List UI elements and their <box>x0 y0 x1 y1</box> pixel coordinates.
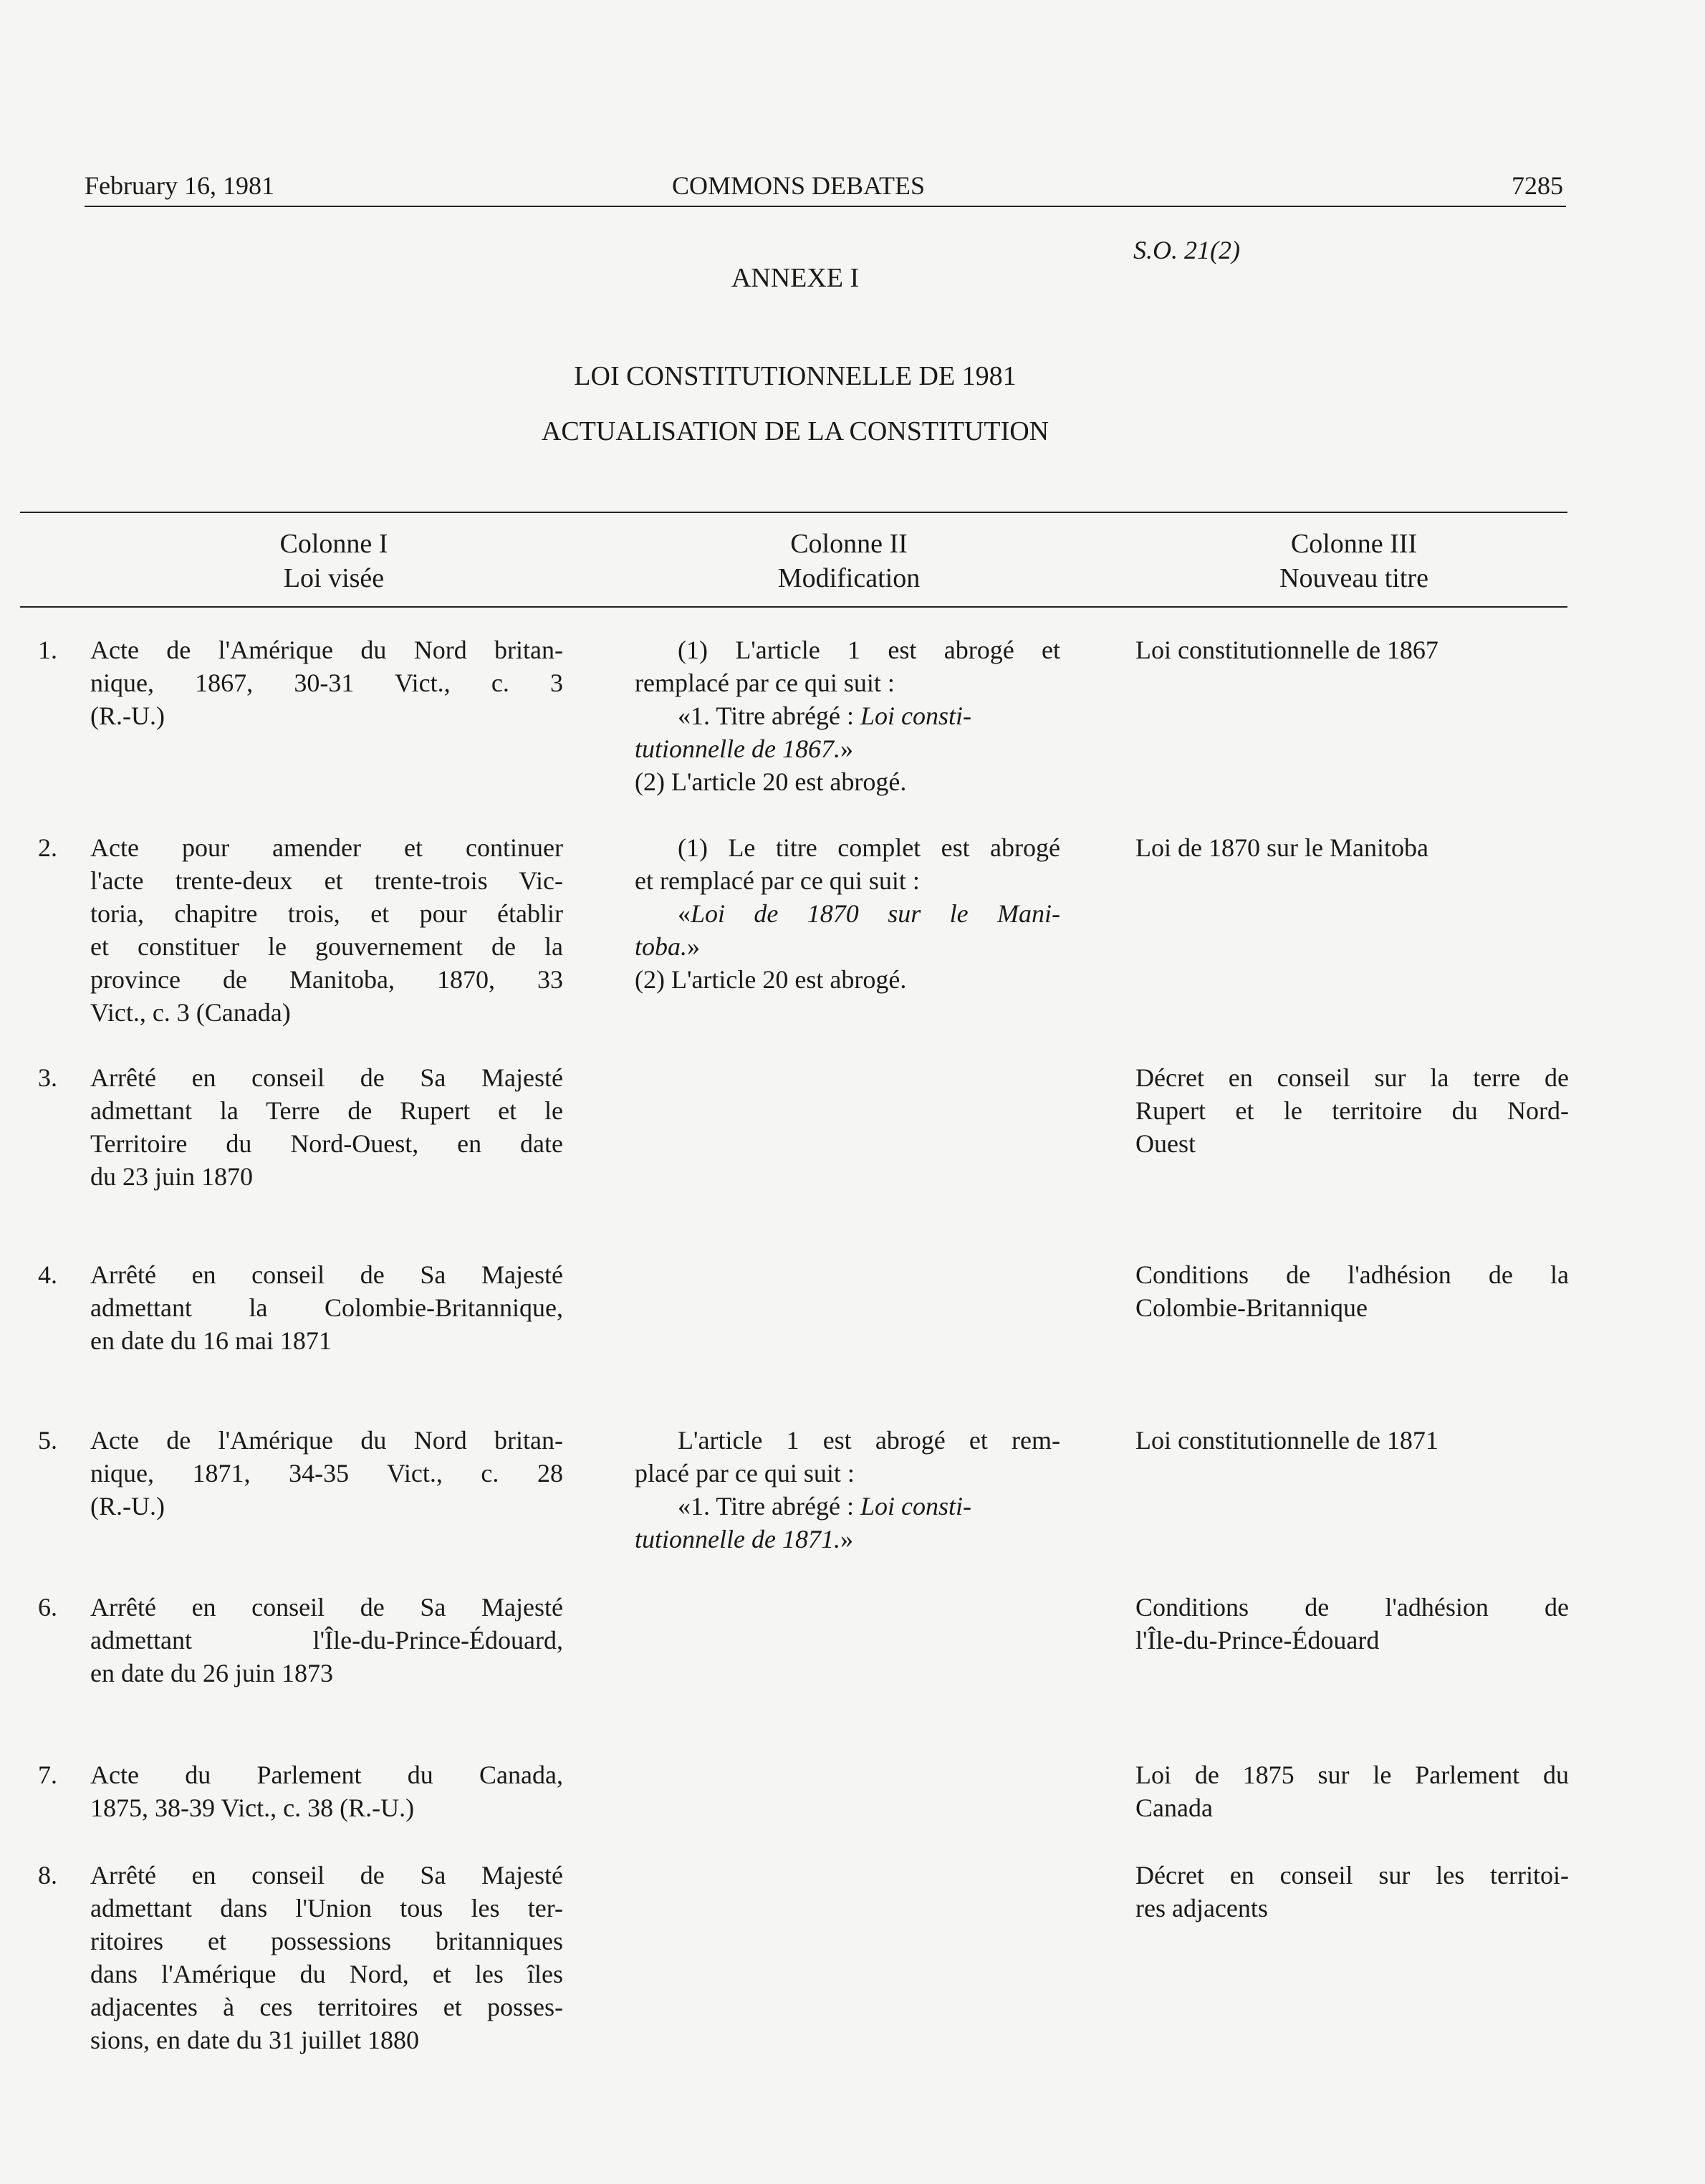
header-publication: COMMONS DEBATES <box>672 171 926 200</box>
new-title-cell <box>1135 1591 1569 1657</box>
law-line: en date du 26 juin 1873 <box>90 1659 333 1687</box>
new-title-cell <box>1135 1859 1569 1925</box>
new-title-line: l'Île-du-Prince-Édouard <box>1135 1626 1380 1654</box>
law-cell <box>90 1859 563 2056</box>
modification-cell <box>635 831 1060 996</box>
mod-line: (1) L'article 1 est abrogé et <box>678 636 1060 664</box>
law-cell <box>90 1758 563 1824</box>
law-line: nique, 1871, 34-35 Vict., c. 28 <box>90 1459 563 1488</box>
law-line: Arrêté en conseil de Sa Majesté <box>90 1063 563 1092</box>
quote-text: «1. Titre abrégé : <box>678 701 860 730</box>
law-line: Arrêté en conseil de Sa Majesté <box>90 1861 563 1890</box>
law-subtitle: ACTUALISATION DE LA CONSTITUTION <box>541 416 1050 446</box>
mod-quote-line <box>635 930 1060 963</box>
column-2-title: Colonne II <box>790 529 908 559</box>
table-top-rule <box>20 512 1567 513</box>
law-line: ritoires et possessions britanniques <box>90 1927 563 1955</box>
new-title-cell <box>1135 633 1569 666</box>
quote-italic: tutionnelle de 1871. <box>635 1525 840 1553</box>
law-line: (R.-U.) <box>90 701 165 730</box>
mod-line: (1) Le titre complet est abrogé <box>678 833 1060 862</box>
law-title: LOI CONSTITUTIONNELLE DE 1981 <box>574 361 1017 391</box>
new-title-cell <box>1135 1061 1569 1160</box>
mod-quote-line <box>635 699 1060 732</box>
law-line: du 23 juin 1870 <box>90 1162 254 1191</box>
column-header-2 <box>684 527 1014 595</box>
row-number: 2. <box>38 833 57 862</box>
law-line: admettant la Colombie-Britannique, <box>90 1293 563 1322</box>
row-number: 3. <box>38 1063 57 1092</box>
mod-quote-line <box>635 897 1060 930</box>
law-line: toria, chapitre trois, et pour établir <box>90 899 563 928</box>
law-line: Arrêté en conseil de Sa Majesté <box>90 1593 563 1622</box>
new-title-line: Décret en conseil sur les territoi- <box>1135 1861 1569 1890</box>
mod-line: (2) L'article 20 est abrogé. <box>635 767 907 796</box>
law-cell <box>90 1258 563 1357</box>
law-line: province de Manitoba, 1870, 33 <box>90 965 563 994</box>
row-number: 7. <box>38 1761 57 1789</box>
law-cell <box>90 1424 563 1523</box>
law-line: l'acte trente-deux et trente-trois Vic- <box>90 866 563 895</box>
law-cell <box>90 633 563 732</box>
new-title-line: res adjacents <box>1135 1894 1268 1922</box>
new-title-line: Loi constitutionnelle de 1867 <box>1135 636 1439 664</box>
mod-line: placé par ce qui suit : <box>635 1459 855 1488</box>
quote-text: » <box>687 932 701 961</box>
law-line: Acte du Parlement du Canada, <box>90 1761 563 1789</box>
row-number: 6. <box>38 1593 57 1622</box>
law-line: Acte pour amender et continuer <box>90 833 563 862</box>
annex-title: ANNEXE I <box>731 263 860 293</box>
header-page-number: 7285 <box>1512 171 1563 200</box>
mod-line: L'article 1 est abrogé et rem- <box>678 1426 1060 1455</box>
new-title-line: Loi de 1875 sur le Parlement du <box>1135 1761 1569 1789</box>
mod-line: remplacé par ce qui suit : <box>635 669 895 697</box>
law-line: et constituer le gouvernement de la <box>90 932 563 961</box>
new-title-line: Loi de 1870 sur le Manitoba <box>1135 833 1428 862</box>
mod-line: et remplacé par ce qui suit : <box>635 866 920 895</box>
law-line: (R.-U.) <box>90 1492 165 1520</box>
quote-text: « <box>678 899 691 928</box>
law-cell <box>90 1061 563 1193</box>
new-title-cell <box>1135 831 1569 864</box>
row-number: 1. <box>38 636 57 664</box>
law-line: dans l'Amérique du Nord, et les îles <box>90 1960 563 1988</box>
column-1-subtitle: Loi visée <box>283 563 385 593</box>
new-title-line: Conditions de l'adhésion de la <box>1135 1260 1569 1289</box>
new-title-line: Loi constitutionnelle de 1871 <box>1135 1426 1439 1455</box>
law-line: Territoire du Nord-Ouest, en date <box>90 1129 563 1158</box>
column-header-1 <box>169 527 499 595</box>
law-line: adjacentes à ces territoires et posses- <box>90 1993 563 2021</box>
law-line: admettant dans l'Union tous les ter- <box>90 1894 563 1922</box>
law-line: admettant l'Île-du-Prince-Édouard, <box>90 1626 563 1654</box>
quote-italic: Loi de 1870 sur le Mani- <box>691 899 1060 928</box>
law-line: Vict., c. 3 (Canada) <box>90 998 291 1027</box>
standing-order: S.O. 21(2) <box>1133 236 1240 264</box>
row-number: 4. <box>38 1260 57 1289</box>
column-1-title: Colonne I <box>279 529 388 559</box>
quote-text: » <box>840 1525 853 1553</box>
law-line: en date du 16 mai 1871 <box>90 1326 332 1355</box>
modification-cell <box>635 1424 1060 1556</box>
quote-text: «1. Titre abrégé : <box>678 1492 860 1520</box>
law-line: nique, 1867, 30-31 Vict., c. 3 <box>90 669 563 697</box>
law-line: sions, en date du 31 juillet 1880 <box>90 2026 419 2054</box>
law-line: Acte de l'Amérique du Nord britan- <box>90 636 563 664</box>
row-number: 8. <box>38 1861 57 1890</box>
modification-cell <box>635 633 1060 798</box>
column-2-subtitle: Modification <box>777 563 921 593</box>
law-line: Acte de l'Amérique du Nord britan- <box>90 1426 563 1455</box>
law-line: 1875, 38-39 Vict., c. 38 (R.-U.) <box>90 1793 415 1822</box>
new-title-line: Décret en conseil sur la terre de <box>1135 1063 1569 1092</box>
quote-italic: Loi consti- <box>860 701 971 730</box>
new-title-cell <box>1135 1758 1569 1824</box>
column-header-3 <box>1189 527 1519 595</box>
row-number: 5. <box>38 1426 57 1455</box>
new-title-line: Colombie-Britannique <box>1135 1293 1368 1322</box>
header-rule <box>85 206 1566 207</box>
header-date: February 16, 1981 <box>85 171 274 200</box>
mod-quote-line <box>635 1523 1060 1556</box>
law-cell <box>90 831 563 1029</box>
new-title-line: Rupert et le territoire du Nord- <box>1135 1096 1569 1125</box>
quote-text: » <box>840 734 853 763</box>
law-line: Arrêté en conseil de Sa Majesté <box>90 1260 563 1289</box>
new-title-line: Canada <box>1135 1793 1213 1822</box>
mod-line: (2) L'article 20 est abrogé. <box>635 965 907 994</box>
new-title-cell <box>1135 1424 1569 1457</box>
mod-quote-line <box>635 1490 1060 1523</box>
quote-italic: Loi consti- <box>860 1492 971 1520</box>
mod-quote-line <box>635 732 1060 765</box>
column-3-subtitle: Nouveau titre <box>1279 563 1428 593</box>
new-title-line: Conditions de l'adhésion de <box>1135 1593 1569 1622</box>
column-3-title: Colonne III <box>1290 529 1418 559</box>
quote-italic: tutionnelle de 1867. <box>635 734 840 763</box>
new-title-line: Ouest <box>1135 1129 1196 1158</box>
table-header-rule <box>20 606 1567 608</box>
quote-italic: toba. <box>635 932 688 961</box>
law-line: admettant la Terre de Rupert et le <box>90 1096 563 1125</box>
law-cell <box>90 1591 563 1690</box>
new-title-cell <box>1135 1258 1569 1324</box>
